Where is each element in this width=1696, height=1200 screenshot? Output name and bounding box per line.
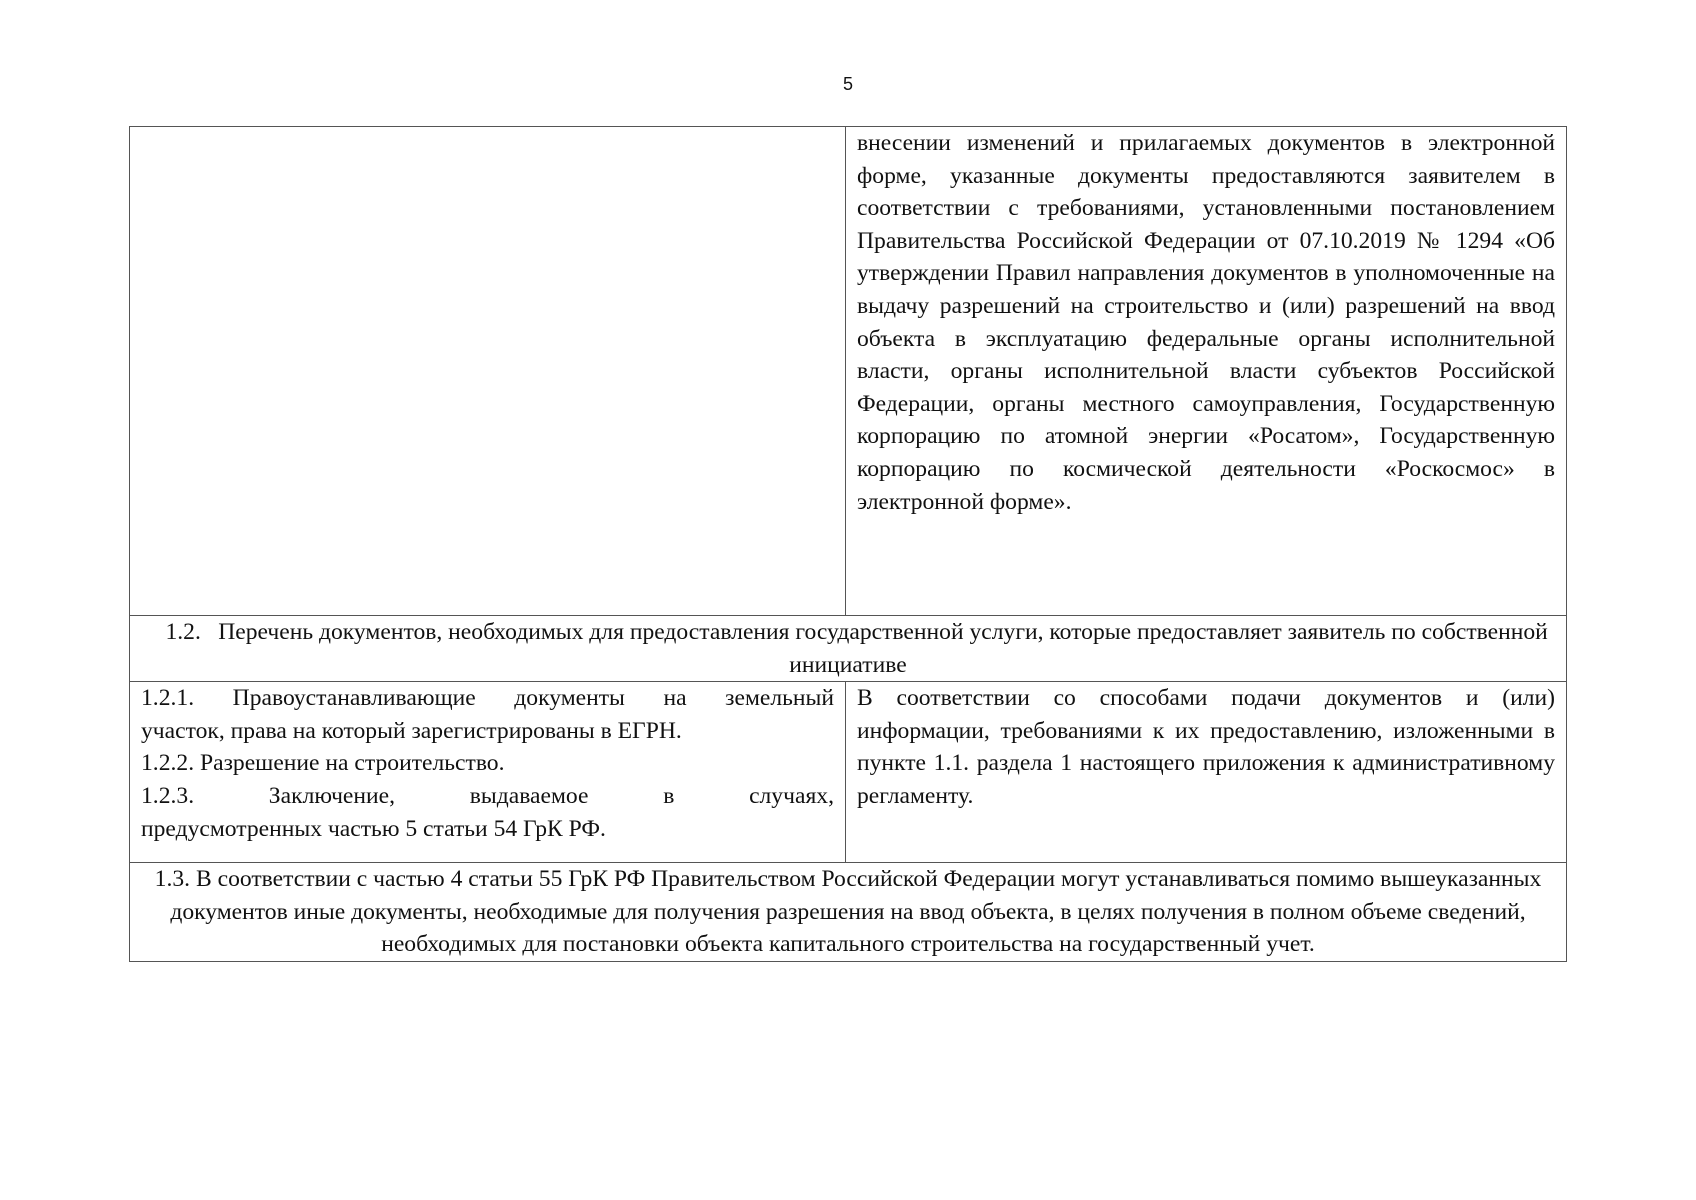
items-1-2-submission-cell: В соответствии со способами подачи документов и (или) информации, требованиями к их предоставлению, изложенными в пункте 1.1. раздела 1 настоящего приложения к административному регламенту.	[846, 682, 1567, 863]
item-1-2-2: 1.2.2. Разрешение на строительство.	[141, 750, 505, 777]
items-1-2-list-cell	[130, 682, 846, 863]
section-1-2-title: Перечень документов, необходимых для предоставления государственной услуги, которые предоставляет заявитель по собственной инициативе	[218, 619, 1548, 678]
item-1-2-1-line-2: участок, права на который зарегистрированы в ЕГРН.	[141, 717, 682, 744]
empty-left-cell	[130, 127, 846, 616]
table-row-continued	[130, 127, 1567, 616]
section-1-2-heading	[130, 616, 1567, 682]
section-1-2-number: 1.2.	[165, 619, 201, 645]
table-row-items-1-2	[130, 682, 1567, 863]
item-1-2-3-line-1: 1.2.3. Заключение, выдаваемое в случаях,	[141, 782, 834, 809]
table-row-section-1-3	[130, 863, 1567, 962]
item-1-2-1-line-1: 1.2.1. Правоустанавливающие документы на земельный	[141, 685, 834, 712]
table-row-section-1-2	[130, 616, 1567, 682]
document-table	[129, 126, 1567, 962]
item-1-2-3-line-2: предусмотренных частью 5 статьи 54 ГрК РФ.	[141, 815, 606, 842]
continued-requirements-cell: внесении изменений и прилагаемых документов в электронной форме, указанные документы предоставляются заявителем в соответствии с требованиями, установленными постановлением Правительства Российской Федерации от 07.10.2019 № 1294 «Об утверждении Правил направления документов в уполномоченные на выдачу разрешений на строительство и (или) разрешений на ввод объекта в эксплуатацию федеральные органы исполнительной власти, органы исполнительной власти субъектов Российской Федерации, органы местного самоуправления, Государственную корпорацию по атомной энергии «Росатом», Государственную корпорацию по космической деятельности «Роскосмос» в электронной форме».	[846, 127, 1567, 616]
section-1-3-text: 1.3. В соответствии с частью 4 статьи 55 ГрК РФ Правительством Российской Федерации могут устанавливаться помимо вышеуказанных документов иные документы, необходимые для получения разрешения на ввод объекта, в целях получения в полном объеме сведений, необходимых для постановки объекта капитального строительства на государственный учет.	[130, 863, 1567, 962]
page-number: 5	[842, 74, 853, 94]
